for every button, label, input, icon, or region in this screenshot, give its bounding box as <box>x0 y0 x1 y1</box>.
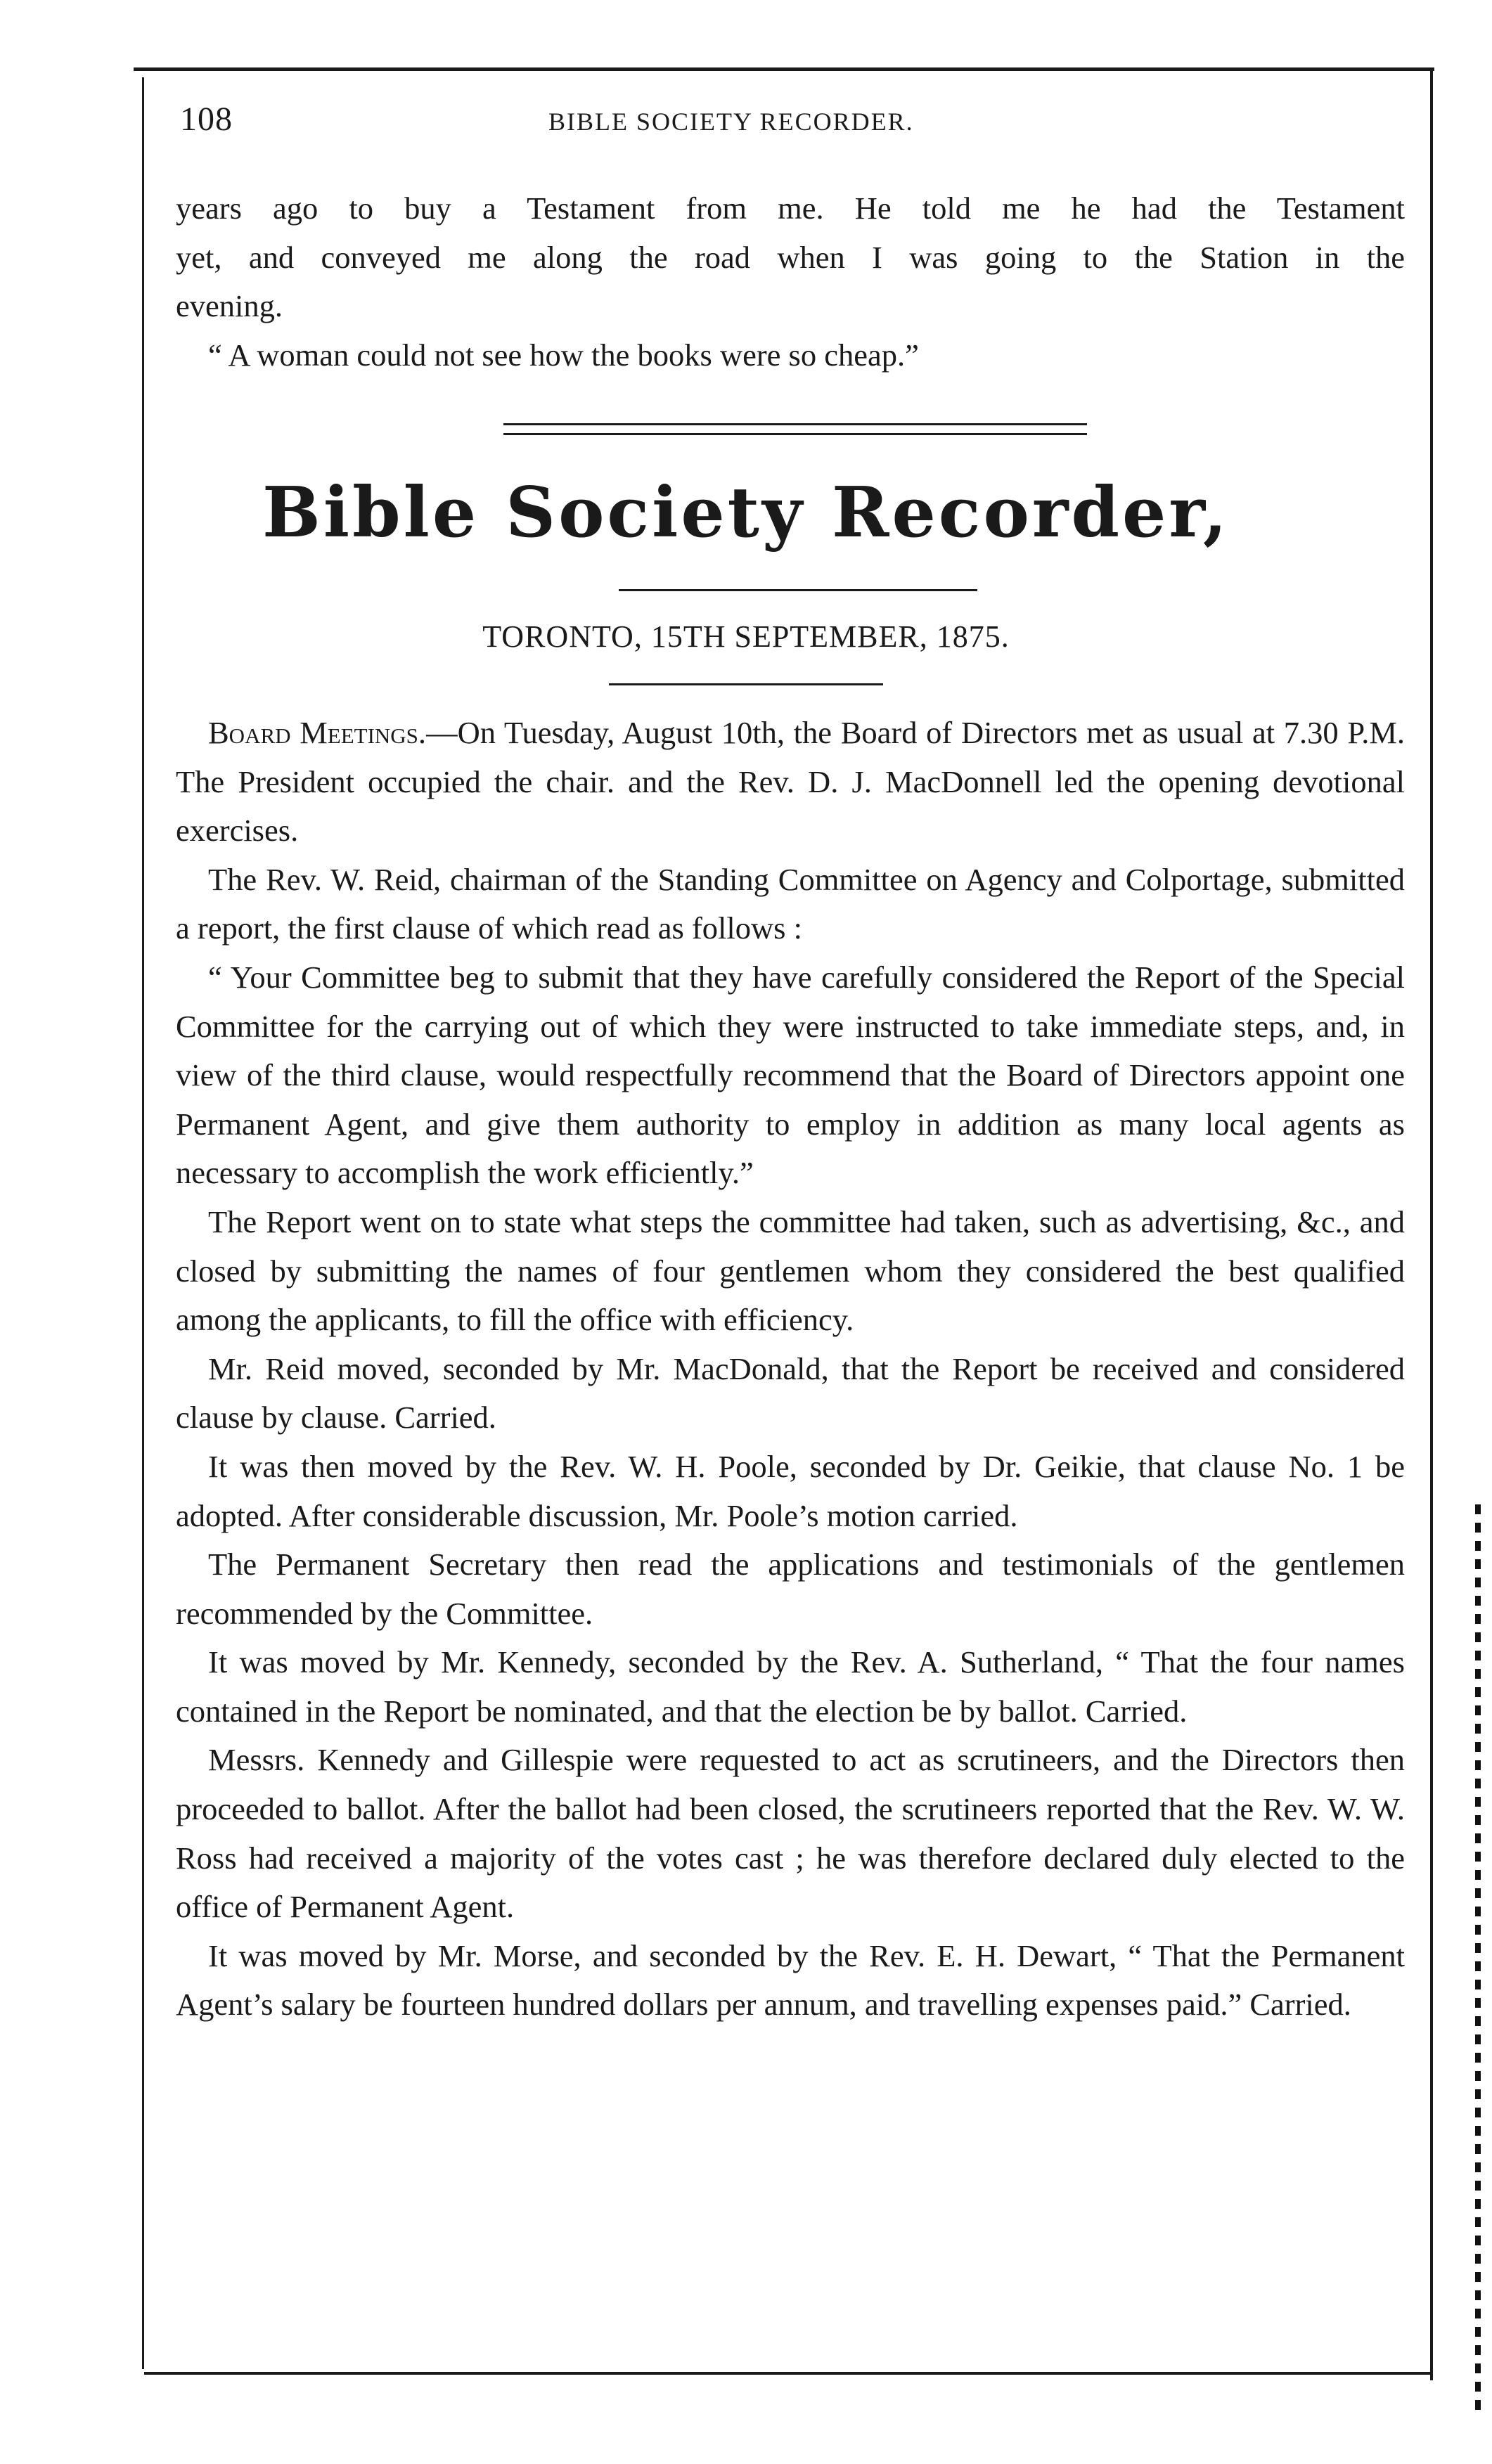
scan-edge-marks <box>1475 1504 1481 2418</box>
article-paragraph: The Permanent Secretary then read the applications and testimonials of the gentlemen recommended by the Committee. <box>176 1547 1405 1631</box>
opening-text <box>176 184 1405 380</box>
page-frame-bottom-rule <box>144 2372 1433 2375</box>
paragraph-text: —On Tuesday, August 10th, the Board of Directors met as usual at 7.30 P.M. The President occupied the chair. and the Rev. D. J. MacDonnell led the opening devotional exercises. <box>176 715 1406 849</box>
article-paragraph: It was then moved by the Rev. W. H. Poole, seconded by Dr. Geikie, that clause No. 1 be adopted. After considerable discussion, Mr. Poole’s motion carried. <box>176 1448 1405 1533</box>
article-paragraph: “ Your Committee beg to submit that they have carefully considered the Report of the Special Committee for the carrying out of which they were instructed to take immediate steps, and, in view of the third clause, would respectfully recommend that the Board of Directors appoint one Permanent Agent, and give them authority to employ in addition as many local agents as necessary to accomplish the work efficiently.” <box>176 959 1405 1191</box>
section-lead-caps: Board Meetings. <box>208 715 427 750</box>
masthead-title: Bible Society Recorder, <box>262 472 1230 553</box>
page-frame-top-rule <box>134 67 1434 71</box>
article-paragraph: Messrs. Kennedy and Gillespie were requested to act as scrutineers, and the Directors then proceeded to ballot. After the ballot had been closed, the scrutineers reported that the Rev. W. W. Ross had received a majority of the votes cast ; he was therefore declared duly elected to the office of Permanent Agent. <box>176 1742 1405 1925</box>
article-paragraph: The Rev. W. Reid, chairman of the Standing Committee on Agency and Colportage, submitted a report, the first clause of which read as follows : <box>176 861 1405 946</box>
dateline: TORONTO, 15TH SEPTEMBER, 1875. <box>482 619 1010 654</box>
opening-line: evening. <box>176 288 283 324</box>
masthead-double-rule-bottom <box>503 433 1087 435</box>
running-head: BIBLE SOCIETY RECORDER. <box>548 108 914 136</box>
opening-line: “ A woman could not see how the books were so cheap.” <box>208 337 919 373</box>
article-body <box>176 709 1405 2030</box>
masthead-double-rule-top <box>503 423 1087 425</box>
opening-line: years ago to buy a Testament from me. He told me he had the Testament <box>176 191 1405 226</box>
article-paragraph: It was moved by Mr. Kennedy, seconded by the Rev. A. Sutherland, “ That the four names contained in the Report be nominated, and that the election be by ballot. Carried. <box>176 1644 1405 1729</box>
article-paragraph <box>176 709 1405 856</box>
page-frame-left-rule <box>142 77 144 2369</box>
page-frame-right-rule <box>1430 67 1433 2380</box>
dateline-under-rule <box>609 683 883 685</box>
article-paragraph: Mr. Reid moved, seconded by Mr. MacDonald, that the Report be received and considered clause by clause. Carried. <box>176 1350 1405 1436</box>
article-paragraph: It was moved by Mr. Morse, and seconded by the Rev. E. H. Dewart, “ That the Permanent Agent’s salary be fourteen hundred dollars per annum, and travelling expenses paid.” Carried. <box>176 1937 1405 2023</box>
opening-line: yet, and conveyed me along the road when I was going to the Station in the <box>176 239 1405 275</box>
article-paragraph: The Report went on to state what steps the committee had taken, such as advertising, &c., and closed by submitting the names of four gentlemen whom they considered the best qualified among the applicants, to fill the office with efficiency. <box>176 1204 1405 1338</box>
page-number: 108 <box>180 101 233 138</box>
masthead-under-rule <box>619 589 977 591</box>
